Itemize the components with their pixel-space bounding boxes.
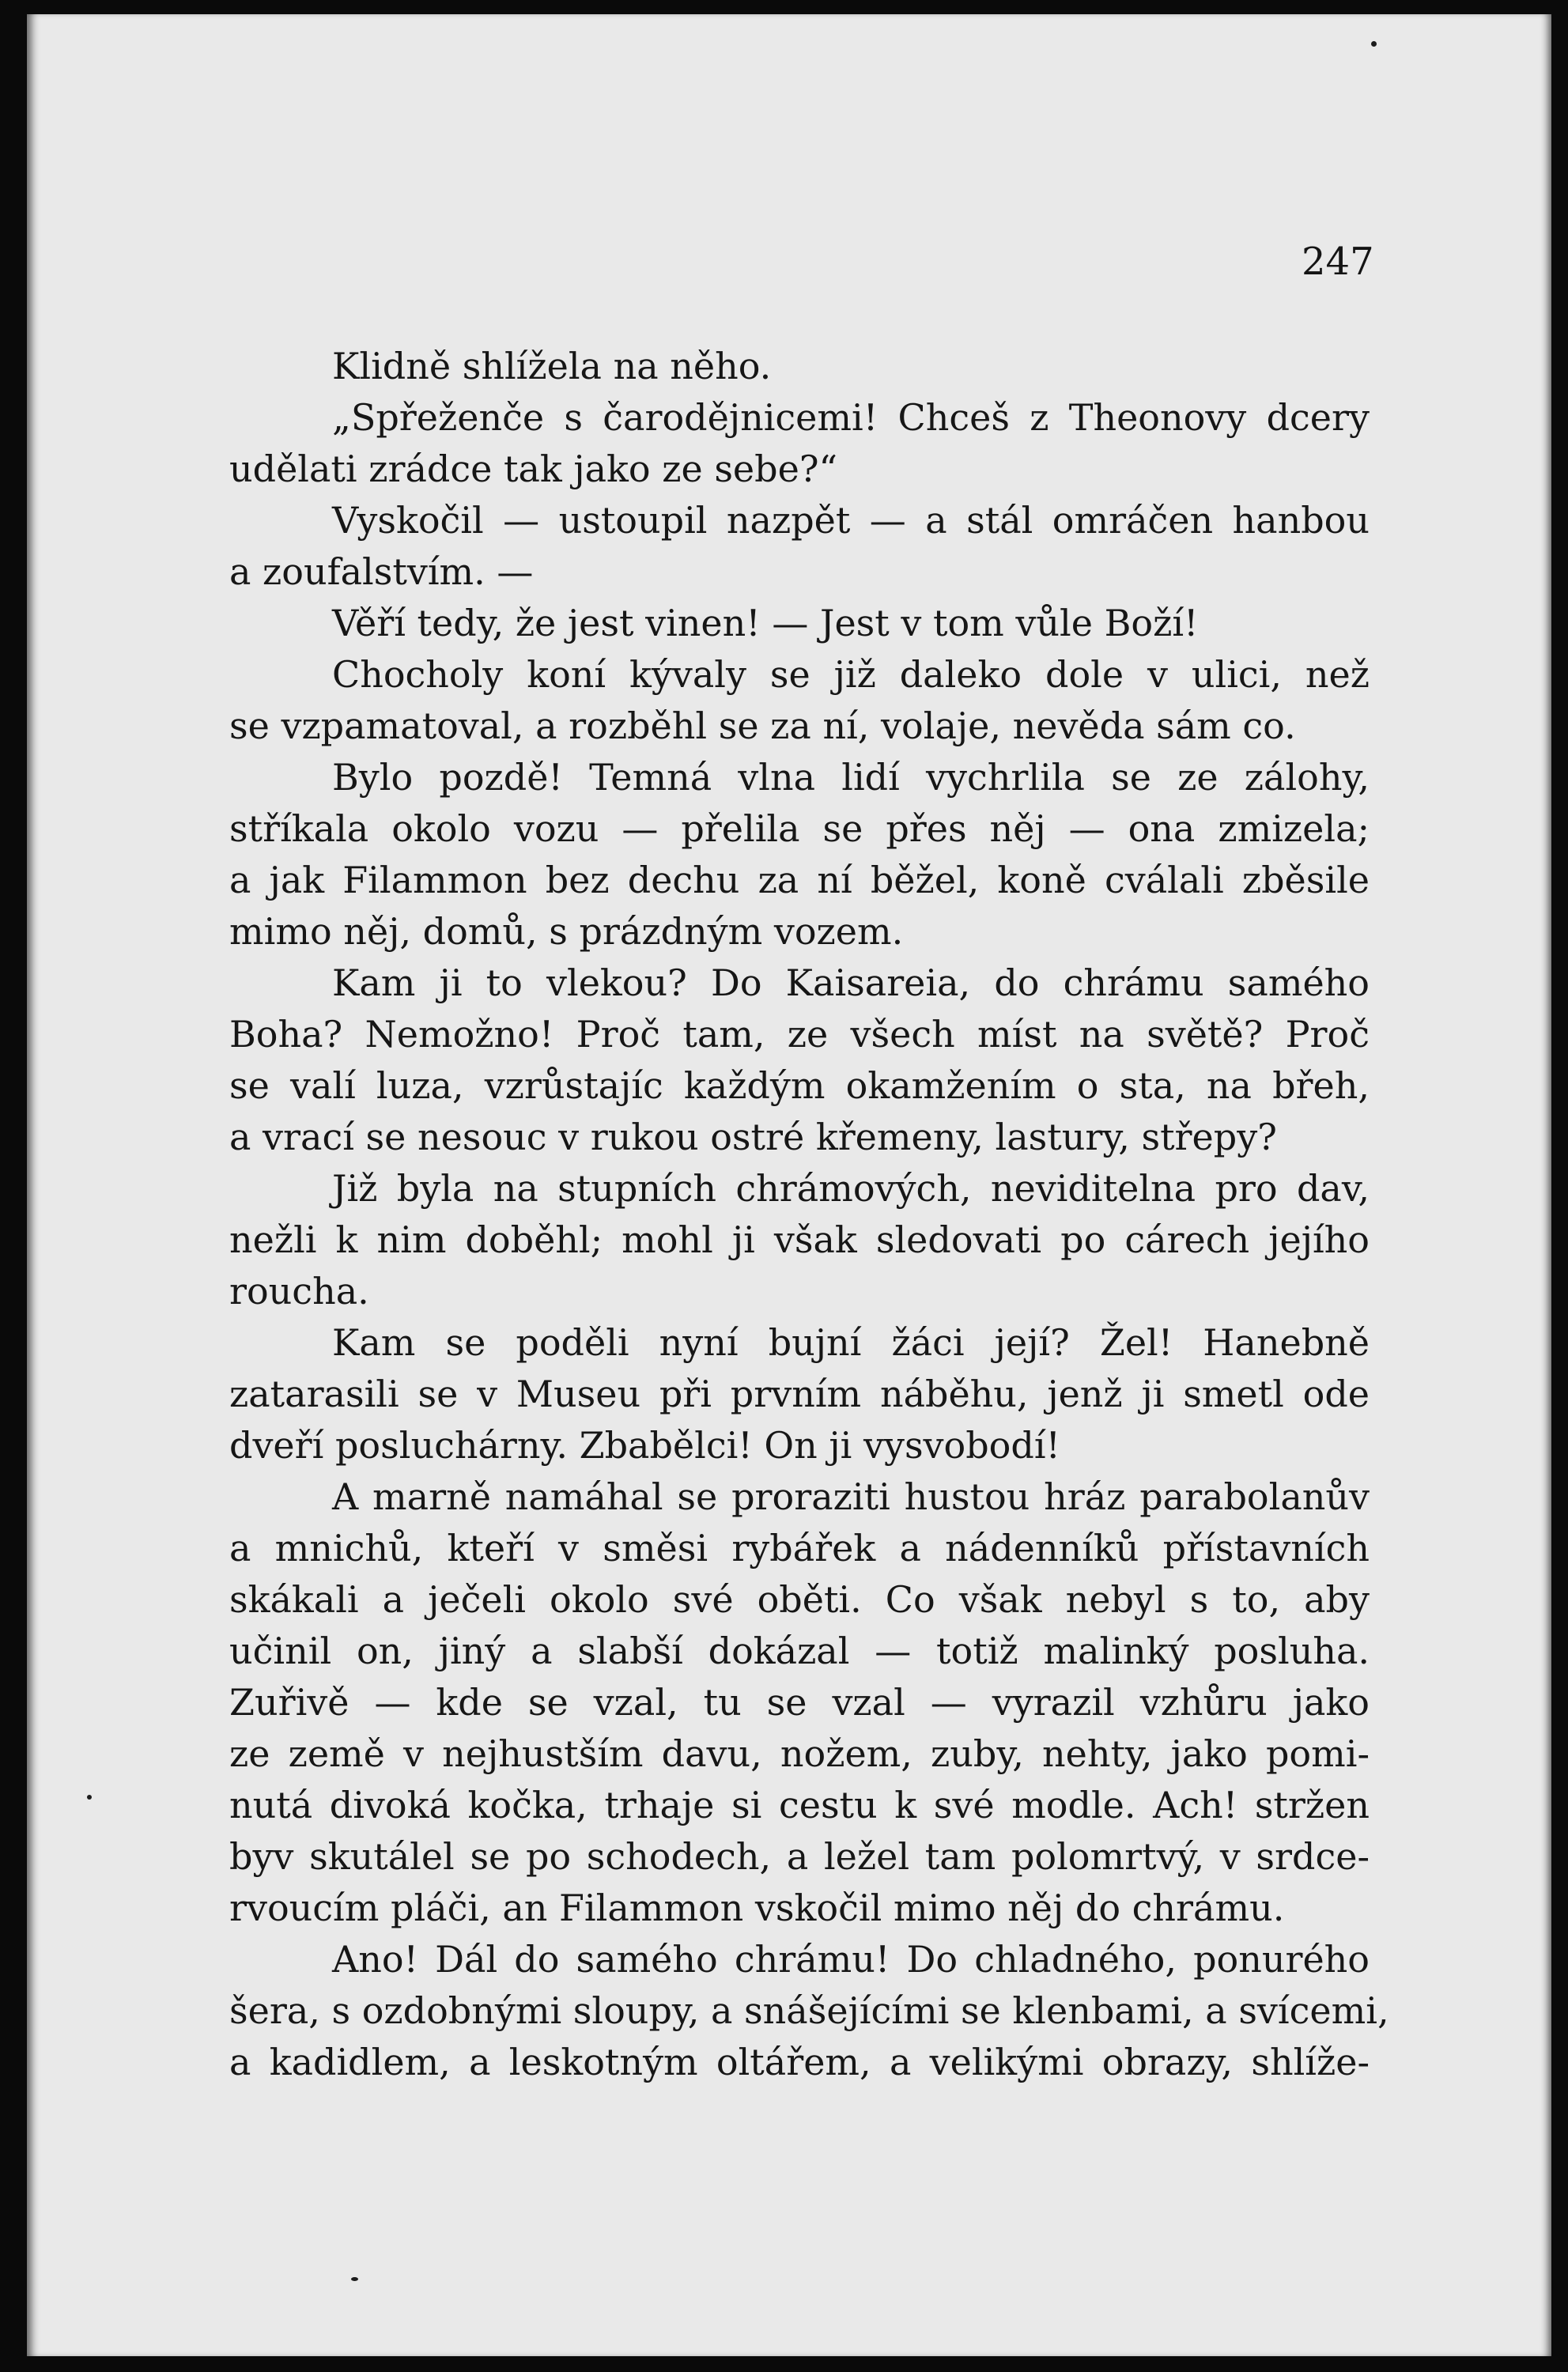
- text-line: „Spřeženče s čarodějnicemi! Chceš z Theonovy dcery: [332, 396, 1370, 439]
- text-line: Kam se poděli nyní bujní žáci její? Žel! Hanebně: [332, 1321, 1370, 1364]
- body-text: [229, 341, 1389, 2088]
- text-line: a kadidlem, a leskotným oltářem, a velikými obrazy, shlíže-: [229, 2041, 1370, 2083]
- text-line: Boha? Nemožno! Proč tam, ze všech míst na světě? Proč: [229, 1013, 1370, 1056]
- text-line: byv skutálel se po schodech, a ležel tam polomrtvý, v srdce-: [229, 1835, 1370, 1878]
- text-line: dveří posluchárny. Zbabělci! On ji vysvobodí!: [229, 1424, 1061, 1467]
- text-line: Ano! Dál do samého chrámu! Do chladného, ponurého: [332, 1938, 1370, 1981]
- text-line: Již byla na stupních chrámových, neviditelna pro dav,: [332, 1167, 1370, 1210]
- text-line: skákali a ječeli okolo své oběti. Co však nebyl s to, aby: [229, 1578, 1370, 1621]
- text-line: Bylo pozdě! Temná vlna lidí vychrlila se ze zálohy,: [332, 756, 1370, 799]
- paper-speck: [351, 2277, 358, 2281]
- text-line: rvoucím pláči, an Filammon vskočil mimo něj do chrámu.: [229, 1887, 1285, 1929]
- paper-speck: [87, 1795, 92, 1800]
- text-line: Klidně shlížela na něho.: [332, 345, 772, 387]
- text-line: učinil on, jiný a slabší dokázal — totiž malinký posluha.: [229, 1630, 1370, 1672]
- text-line: a zoufalstvím. —: [229, 550, 534, 593]
- text-line: a vrací se nesouc v rukou ostré křemeny, lastury, střepy?: [229, 1116, 1277, 1158]
- text-line: a mnichů, kteří v směsi rybářek a nádenníků přístavních: [229, 1527, 1370, 1569]
- text-line: Vyskočil — ustoupil nazpět — a stál omráčen hanbou: [332, 499, 1370, 542]
- text-line: nutá divoká kočka, trhaje si cestu k své modle. Ach! stržen: [229, 1784, 1370, 1826]
- text-line: Věří tedy, že jest vinen! — Jest v tom vůle Boží!: [332, 602, 1199, 644]
- text-line: Kam ji to vlekou? Do Kaisareia, do chrámu samého: [332, 961, 1370, 1004]
- text-line: se vzpamatoval, a rozběhl se za ní, volaje, nevěda sám co.: [229, 704, 1296, 747]
- text-line: mimo něj, domů, s prázdným vozem.: [229, 910, 904, 953]
- text-line: roucha.: [229, 1270, 369, 1313]
- text-line: se valí luza, vzrůstajíc každým okamžením o sta, na břeh,: [229, 1064, 1370, 1107]
- text-line: Zuřivě — kde se vzal, tu se vzal — vyrazil vzhůru jako: [229, 1681, 1370, 1724]
- text-line: Chocholy koní kývaly se již daleko dole v ulici, než: [332, 653, 1370, 696]
- text-line: zatarasili se v Museu při prvním náběhu, jenž ji smetl ode: [229, 1373, 1370, 1415]
- text-line: stříkala okolo vozu — přelila se přes něj — ona zmizela;: [229, 807, 1370, 850]
- book-page: [27, 14, 1551, 2356]
- text-line: šera, s ozdobnými sloupy, a snášejícími se klenbami, a svícemi,: [229, 1989, 1389, 2032]
- text-line: ze země v nejhustším davu, nožem, zuby, nehty, jako pomi-: [229, 1732, 1370, 1775]
- page-number: 247: [1302, 240, 1374, 284]
- text-line: nežli k nim doběhl; mohl ji však sledovati po cárech jejího: [229, 1218, 1370, 1261]
- text-line: a jak Filammon bez dechu za ní běžel, koně cválali zběsile: [229, 859, 1370, 901]
- paper-speck: [1371, 41, 1377, 47]
- text-line: udělati zrádce tak jako ze sebe?“: [229, 448, 837, 490]
- text-line: A marně namáhal se proraziti hustou hráz parabolanův: [332, 1475, 1370, 1518]
